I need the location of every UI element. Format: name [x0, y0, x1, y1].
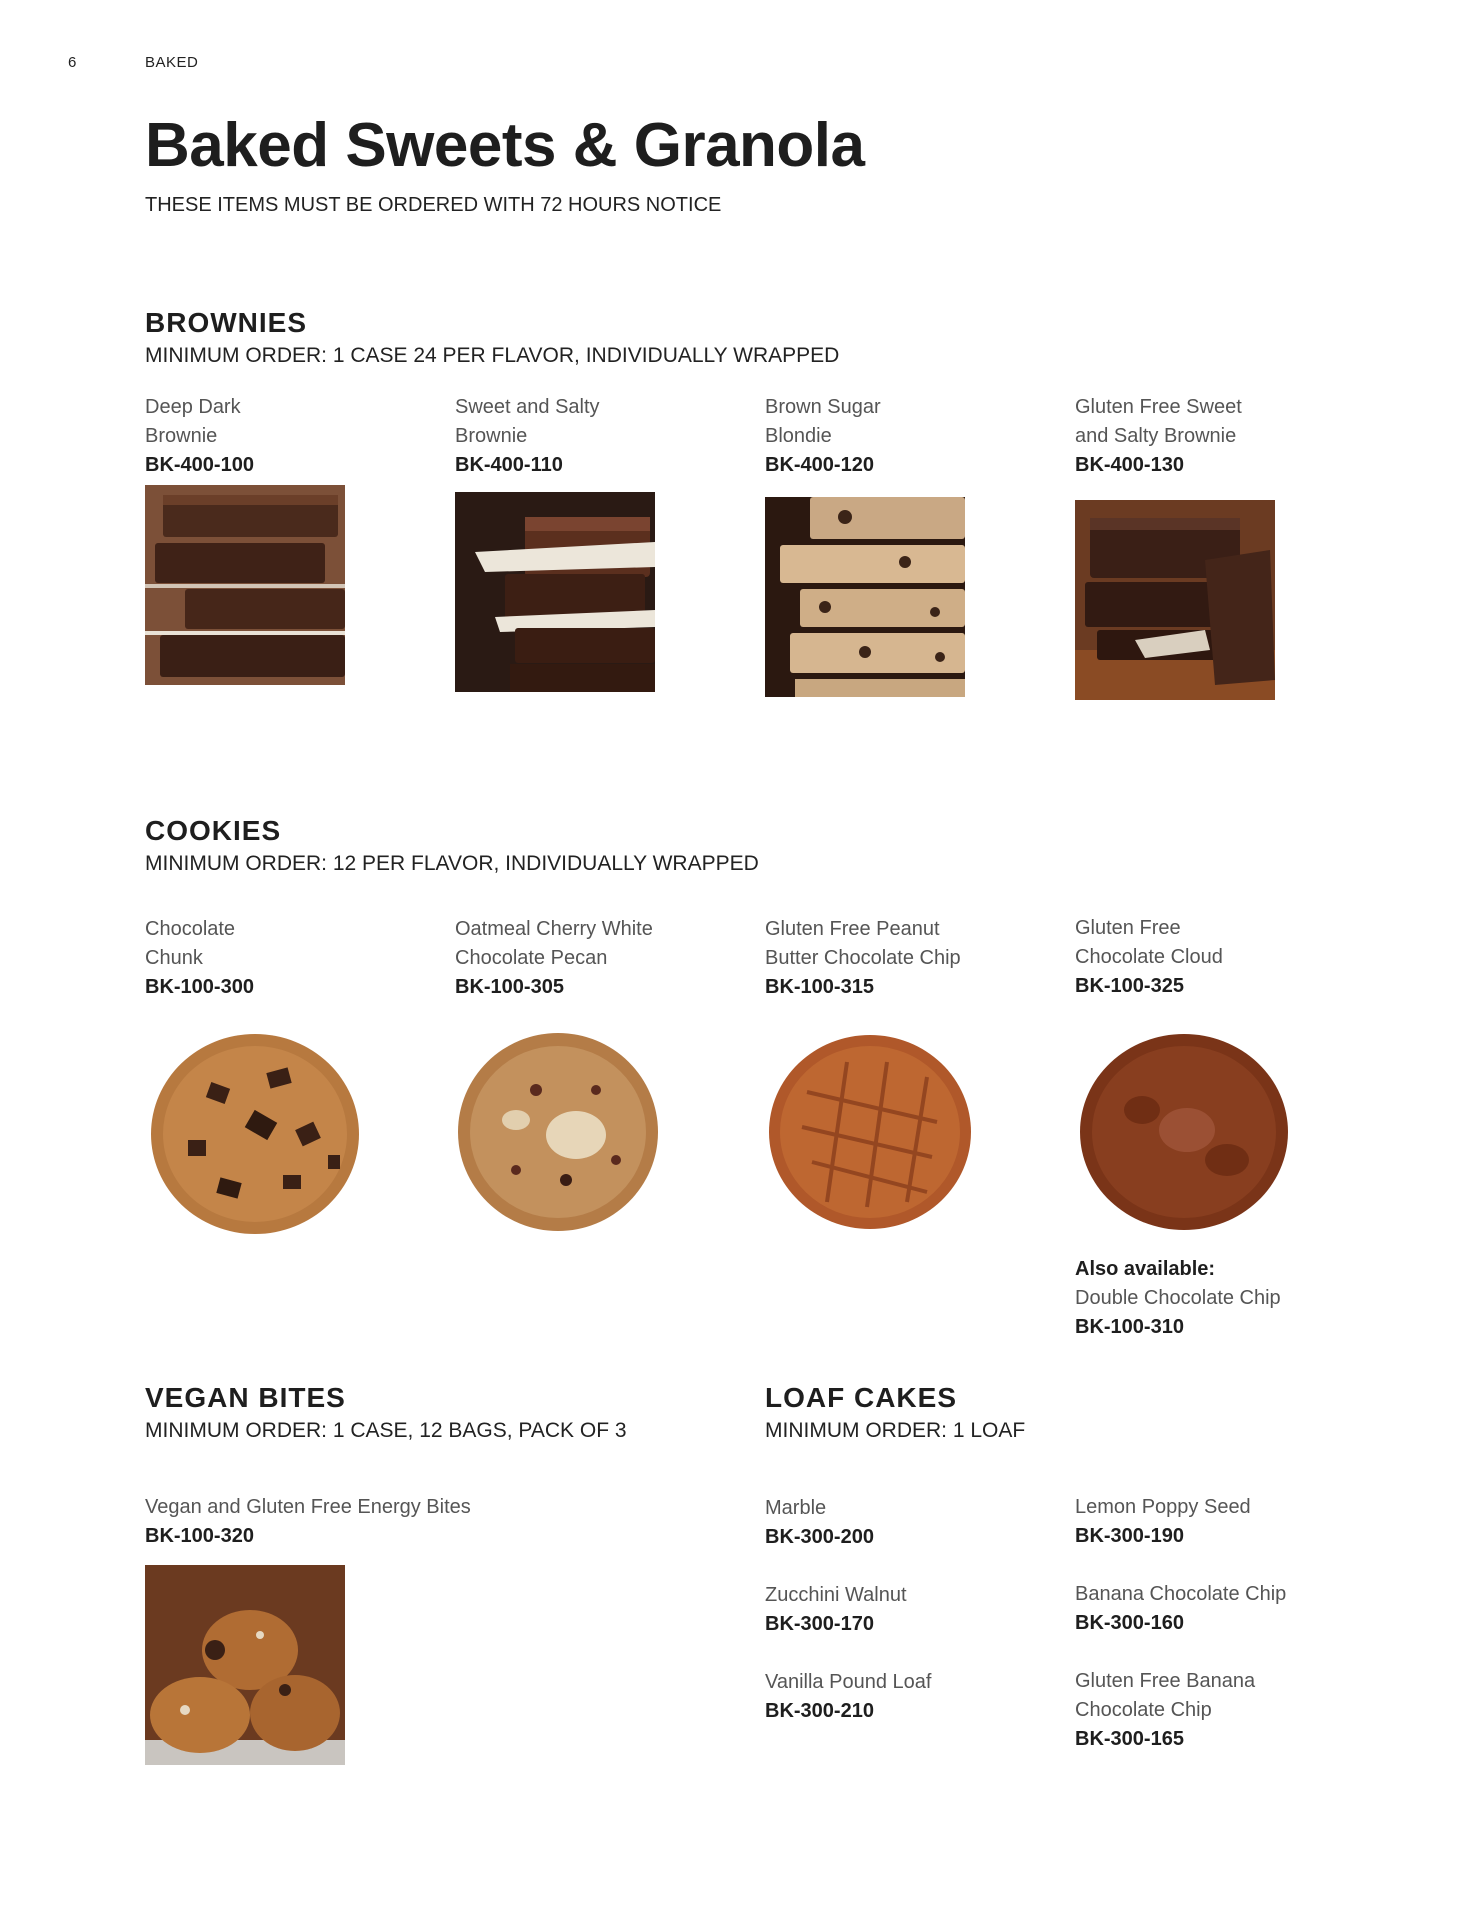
item-name: Chocolate Chip [1075, 1699, 1212, 1721]
cookie-photo-oatmeal [456, 1030, 660, 1234]
page-subtitle: THESE ITEMS MUST BE ORDERED WITH 72 HOURS NOTICE [145, 194, 722, 216]
page-title: Baked Sweets & Granola [145, 111, 865, 180]
loaf-cakes-minimum: MINIMUM ORDER: 1 LOAF [765, 1419, 1026, 1442]
item-code: BK-400-110 [455, 454, 563, 476]
brownie-photo-deep-dark [145, 485, 345, 685]
item-code: BK-300-170 [765, 1613, 874, 1635]
blondie-photo [765, 497, 965, 697]
vegan-bites-title: VEGAN BITES [145, 1382, 346, 1413]
loaf-item-lemon-poppy [1075, 1493, 1315, 1551]
also-available [1075, 1255, 1375, 1342]
item-code: BK-400-100 [145, 454, 254, 476]
item-name: Banana Chocolate Chip [1075, 1583, 1287, 1605]
item-code: BK-400-120 [765, 454, 874, 476]
brownie-item-gf-sweet-salty [1075, 393, 1315, 480]
item-name: Gluten Free Sweet [1075, 396, 1242, 418]
item-name: Brownie [145, 425, 218, 447]
brownie-item-deep-dark [145, 393, 385, 480]
cookie-item-chocolate-chunk [145, 915, 385, 1002]
section-tag: BAKED [145, 54, 199, 71]
also-available-label: Also available: [1075, 1258, 1216, 1280]
item-name: Gluten Free [1075, 917, 1181, 939]
item-name: Zucchini Walnut [765, 1584, 907, 1606]
cookies-title: COOKIES [145, 815, 282, 846]
item-code: BK-300-160 [1075, 1612, 1184, 1634]
item-name: and Salty Brownie [1075, 425, 1237, 447]
item-name: Butter Chocolate Chip [765, 947, 961, 969]
cookie-photo-peanut-butter [767, 1032, 973, 1232]
item-name: Brown Sugar [765, 396, 881, 418]
brownies-minimum: MINIMUM ORDER: 1 CASE 24 PER FLAVOR, INDIVIDUALLY WRAPPED [145, 344, 840, 367]
item-name: Chocolate [145, 918, 236, 940]
item-name: Lemon Poppy Seed [1075, 1496, 1251, 1518]
item-name: Vegan and Gluten Free Energy Bites [145, 1496, 471, 1518]
loaf-item-vanilla-pound [765, 1668, 1005, 1726]
item-code: BK-300-210 [765, 1700, 874, 1722]
item-name: Double Chocolate Chip [1075, 1287, 1281, 1309]
item-name: Chocolate Pecan [455, 947, 608, 969]
item-name: Blondie [765, 425, 832, 447]
item-code: BK-100-310 [1075, 1316, 1184, 1338]
cookie-item-oatmeal [455, 915, 695, 1002]
item-name: Deep Dark [145, 396, 241, 418]
loaf-item-marble [765, 1494, 1005, 1552]
brownie-item-sweet-salty [455, 393, 695, 480]
item-name: Vanilla Pound Loaf [765, 1671, 932, 1693]
cookie-item-peanut-butter [765, 915, 1005, 1002]
item-code: BK-100-315 [765, 976, 874, 998]
cookie-item-chocolate-cloud [1075, 914, 1315, 1001]
item-code: BK-300-190 [1075, 1525, 1184, 1547]
loaf-item-gf-banana [1075, 1667, 1315, 1754]
cookie-photo-chocolate-chunk [148, 1030, 362, 1238]
cookies-minimum: MINIMUM ORDER: 12 PER FLAVOR, INDIVIDUALLY WRAPPED [145, 852, 759, 875]
energy-bites-photo [145, 1565, 345, 1765]
item-code: BK-100-320 [145, 1525, 254, 1547]
brownie-item-blondie [765, 393, 1005, 480]
item-code: BK-400-130 [1075, 454, 1184, 476]
item-name: Gluten Free Banana [1075, 1670, 1256, 1692]
item-name: Gluten Free Peanut [765, 918, 940, 940]
item-code: BK-300-165 [1075, 1728, 1184, 1750]
cookie-photo-chocolate-cloud [1077, 1030, 1291, 1234]
item-name: Sweet and Salty [455, 396, 600, 418]
vegan-bites-minimum: MINIMUM ORDER: 1 CASE, 12 BAGS, PACK OF 3 [145, 1419, 627, 1442]
item-code: BK-100-300 [145, 976, 254, 998]
gf-brownie-photo [1075, 500, 1275, 700]
item-code: BK-100-325 [1075, 975, 1184, 997]
page-number: 6 [68, 54, 77, 71]
loaf-cakes-title: LOAF CAKES [765, 1382, 957, 1413]
item-name: Chocolate Cloud [1075, 946, 1223, 968]
item-code: BK-300-200 [765, 1526, 874, 1548]
brownies-title: BROWNIES [145, 307, 307, 338]
item-code: BK-100-305 [455, 976, 564, 998]
loaf-item-zucchini [765, 1581, 1005, 1639]
item-name: Oatmeal Cherry White [455, 918, 653, 940]
loaf-item-banana-choc [1075, 1580, 1315, 1638]
item-name: Brownie [455, 425, 528, 447]
vegan-item-energy-bites [145, 1493, 545, 1551]
brownie-photo-sweet-salty [455, 492, 655, 692]
item-name: Marble [765, 1497, 827, 1519]
item-name: Chunk [145, 947, 203, 969]
